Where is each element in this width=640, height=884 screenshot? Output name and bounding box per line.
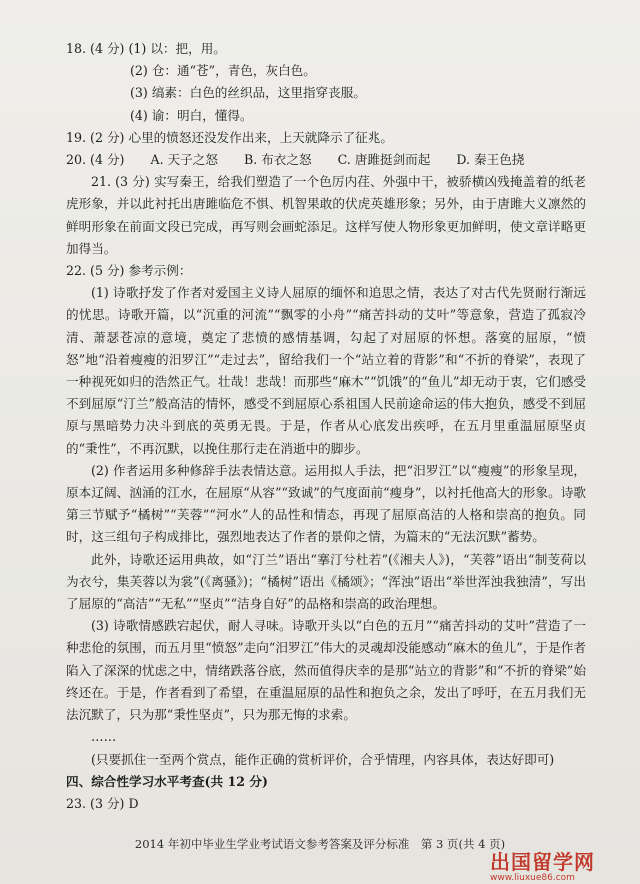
q18-line-1: 18. (4 分) (1) 以：把，用。 (66, 41, 226, 56)
q22-scoring-note: (只要抓住一至两个赏点，能作正确的赏析评价，合乎情理，内容具体，表达好即可) (91, 751, 555, 767)
q19-answer: 19. (2 分) 心里的愤怒还没发作出来，上天就降示了征兆。 (66, 129, 393, 145)
watermark-url: www.liuxue86.com (490, 873, 575, 883)
q20-option-c: C. 唐雎挺剑而起 (337, 152, 431, 168)
q20-option-a: A. 天子之怒 (150, 152, 218, 168)
section-4-heading: 四、综合性学习水平考查(共 12 分) (66, 773, 268, 789)
answer-key-body (66, 38, 586, 815)
q20-option-d: D. 秦王色挠 (456, 152, 525, 168)
q22-paragraph-3: 此外，诗歌还运用典故，如“汀兰”语出“搴汀兮杜若”(《湘夫人》)，“芙蓉”语出“制芰荷以为衣兮，集芙蓉以为裳”(《离骚》)；“橘树”语出《橘颂》；“浑浊”语出“举世浑浊我独清”，写出了屈原的“高洁”“无私”“坚贞”“洁身自好”的品格和崇高的政治理想。 (66, 551, 586, 612)
q22-paragraph-4: (3) 诗歌情感跌宕起伏，耐人寻味。诗歌开头以“白色的五月”“痛苦抖动的艾叶”营造了一种悲伧的氛围，而五月里“愤怒”走向“汨罗江”伟大的灵魂却没能感动“麻木的鱼儿”，于是作者陷入了深深的忧虑之中，情绪跌落谷底，然而值得庆幸的是那“站立的背影”和“不折的脊梁”始终还在。于是，作者看到了希望，在重温屈原的品性和抱负之余，发出了呼吁，在五月我们无法沉默了，只为那“秉性坚贞”，只为那无悔的求索。 (66, 618, 586, 723)
q20-label: 20. (4 分) (66, 152, 125, 168)
site-watermark (490, 846, 632, 883)
q22-heading: 22. (5 分) 参考示例： (66, 263, 192, 279)
q23-answer: 23. (3 分) D (66, 795, 139, 811)
watermark-name: 出国留学网 (490, 850, 595, 874)
q20-option-b: B. 布衣之怒 (243, 152, 312, 168)
q22-paragraph-2: (2) 作者运用多种修辞手法表情达意。运用拟人手法，把“汨罗江”以“瘦瘦”的形象呈现，原本辽阔、汹涌的江水，在屈原“从容”“致诚”的气度面前“瘦身”，以衬托他高大的形象。诗歌第三节赋予“橘树”“芙蓉”“河水”人的品性和情态，再现了屈原高洁的人格和崇高的抱负。同时，这三组句子构成排比，强烈地表达了作者的景仰之情，为篇末的“无法沉默”蓄势。 (66, 462, 586, 545)
q18-line-2: (2) 仓：通“苍”，青色，灰白色。 (130, 63, 316, 79)
q18-line-3: (3) 缟素：白色的丝织品，这里指穿丧服。 (130, 85, 366, 101)
page-footer: 2014 年初中毕业生学业考试语文参考答案及评分标准 第 3 页(共 4 页) (134, 837, 506, 851)
q22-paragraph-1: (1) 诗歌抒发了作者对爱国主义诗人屈原的缅怀和追思之情，表达了对古代先贤耐行渐远的忧思。诗歌开篇，以“沉重的河流”“飘零的小舟”“痛苦抖动的艾叶”等意象，营造了孤寂冷清、萧瑟苍凉的意境，奠定了悲愤的感情基调，勾起了对屈原的怀想。落寞的屈原，“愤怒”地“沿着瘦瘦的汨罗江”“走过去”，留给我们一个“站立着的背影”和“不折的脊梁”，表现了一种视死如归的浩然正气。壮哉！悲哉！而那些“麻木”“饥饿”的“鱼儿”却无动于衷，它们感受不到屈原“汀兰”般高洁的情怀，感受不到屈原心系祖国人民前途命运的伟大抱负，感受不到屈原与黑暗势力决斗到底的英勇无畏。于是，作者从心底发出疾呼，在五月里重温屈原坚贞的“秉性”，不再沉默，以挽住那行走在消逝中的脚步。 (66, 285, 586, 456)
q18-line-4: (4) 谕：明白，懂得。 (130, 107, 253, 123)
q21-answer: 21. (3 分) 实写秦王，给我们塑造了一个色厉内荏、外强中干，被骄横凶残掩盖着的纸老虎形象，并以此衬托出唐雎临危不惧、机智果敢的伏虎英雄形象；另外，由于唐雎大义凛然的鲜明形象在前面文段已完成，再写则会画蛇添足。这样写使人物形象更加鲜明，使文章详略更加得当。 (66, 174, 586, 256)
q22-ellipsis: …… (91, 729, 117, 745)
q20-answer (66, 149, 586, 171)
